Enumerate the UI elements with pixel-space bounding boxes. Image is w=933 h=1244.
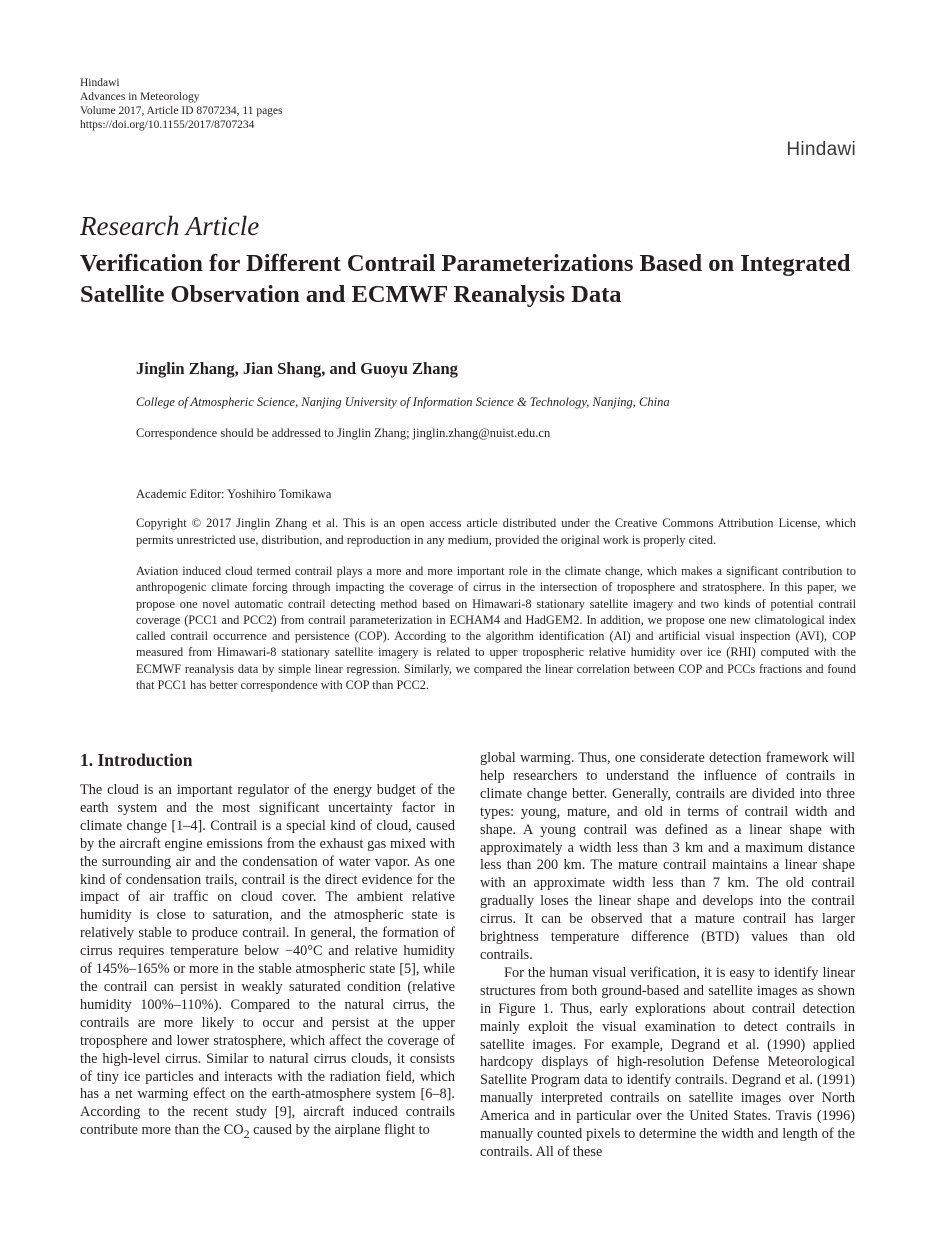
intro-paragraph-1-text: The cloud is an important regulator of the energy budget of the earth system and the most significant uncertainty factor in climate change [1–4]. Contrail is a special kind of cloud, caused by the aircraft engine emissions from the exhaust gas mixed with the surrounding air and the condensation of water vapor. As one kind of condensation trails, contrail is the direct evidence for the impact of air traffic on cloud cover. The ambient relative humidity is close to saturation, and the atmospheric state is relatively stable to produce contrail. In general, the formation of cirrus requires temperature below −40°C and relative humidity of 145%–165% or more in the stable atmospheric state [5], while the contrail can persist in weakly saturated condition (relative humidity 100%–110%). Compared to the natural cirrus, the contrails are more likely to occur and persist at the upper troposphere and lower stratosphere, which affect the coverage of the high-level cirrus. Similar to natural cirrus clouds, it consists of tiny ice particles and interacts with the radiation field, which has a net warming effect on the earth-atmosphere system [6–8]. According to the recent study [9], aircraft induced contrails contribute more than the CO	[80, 782, 455, 1139]
copyright-notice: Copyright © 2017 Jinglin Zhang et al. This is an open access article distributed under the Creative Commons Attribution License, which permits unrestricted use, distribution, and reproduction in any medium, provided the original work is properly cited.	[136, 516, 856, 547]
academic-editor: Academic Editor: Yoshihiro Tomikawa	[136, 487, 332, 501]
intro-paragraph-2: For the human visual verification, it is easy to identify linear structures from both ground-based and satellite images as shown in Figure 1. Thus, early explorations about contrail detection mainly exploit the visual examination to detect contrails in satellite images. For example, Degrand et al. (1990) applied hardcopy displays of high-resolution Defense Meteorological Satellite Program data to identify contrails. Degrand et al. (1991) manually interpreted contrails on satellite images over North America and in particular over the United States. Travis (1996) manually counted pixels to determine the width and length of the contrails. All of these	[480, 964, 855, 1160]
affiliation: College of Atmospheric Science, Nanjing University of Information Science & Technology, Nanjing, China	[136, 395, 670, 409]
intro-paragraph-1	[80, 782, 455, 1144]
correspondence: Correspondence should be addressed to Jinglin Zhang; jinglin.zhang@nuist.edu.cn	[136, 426, 551, 440]
abstract: Aviation induced cloud termed contrail plays a more and more important role in the climate change, which makes a significant contribution to anthropogenic climate forcing through impacting the coverage of cirrus in the intersection of troposphere and stratosphere. In this paper, we propose one novel automatic contrail detecting method based on Himawari-8 stationary satellite imagery and two kinds of potential contrail coverage (PCC1 and PCC2) from contrail parameterization in ECHAM4 and HadGEM2. In addition, we propose one new climatological index called contrail occurrence and persistence (COP). According to the algorithm identification (AI) and artificial visual inspection (AVI), COP measured from Himawari-8 stationary satellite imagery is related to upper tropospheric relative humidity over ice (RHI) computed with the ECMWF reanalysis data by simple linear regression. Similarly, we compared the linear correlation between COP and PCCs fractions and found that PCC1 has better correspondence with COP than PCC2.	[136, 564, 856, 693]
body-column-right	[480, 750, 855, 1162]
author-list: Jinglin Zhang, Jian Shang, and Guoyu Zhang	[136, 359, 458, 378]
article-title: Verification for Different Contrail Parameterizations Based on Integrated Satellite Observation and ECMWF Reanalysis Data	[80, 250, 851, 308]
article-type: Research Article	[80, 211, 260, 241]
section-heading-introduction: 1. Introduction	[80, 750, 193, 770]
journal-metadata	[80, 76, 283, 132]
volume-info: Volume 2017, Article ID 8707234, 11 pages	[80, 105, 283, 117]
hindawi-logo: Hindawi	[786, 139, 856, 160]
intro-paragraph-1-tail: caused by the airplane flight to	[249, 1122, 430, 1139]
doi-link[interactable]: https://doi.org/10.1155/2017/8707234	[80, 119, 255, 131]
co2-subscript: 2	[243, 1127, 250, 1142]
publisher-name: Hindawi	[80, 77, 120, 89]
body-column-left	[80, 750, 455, 1144]
journal-name: Advances in Meteorology	[80, 91, 200, 103]
intro-paragraph-1-continued: global warming. Thus, one considerate detection framework will help researchers to understand the influence of contrails in climate change better. Generally, contrails are divided into three types: young, mature, and old in terms of contrail width and shape. A young contrail was defined as a linear shape with approximately a width less than 3 km and a maximum distance less than 200 km. The mature contrail maintains a linear shape with an approximate width less than 7 km. The old contrail gradually loses the linear shape and develops into the contrail cirrus. It can be observed that a mature contrail has larger brightness temperature difference (BTD) values than old contrails.	[480, 750, 855, 963]
